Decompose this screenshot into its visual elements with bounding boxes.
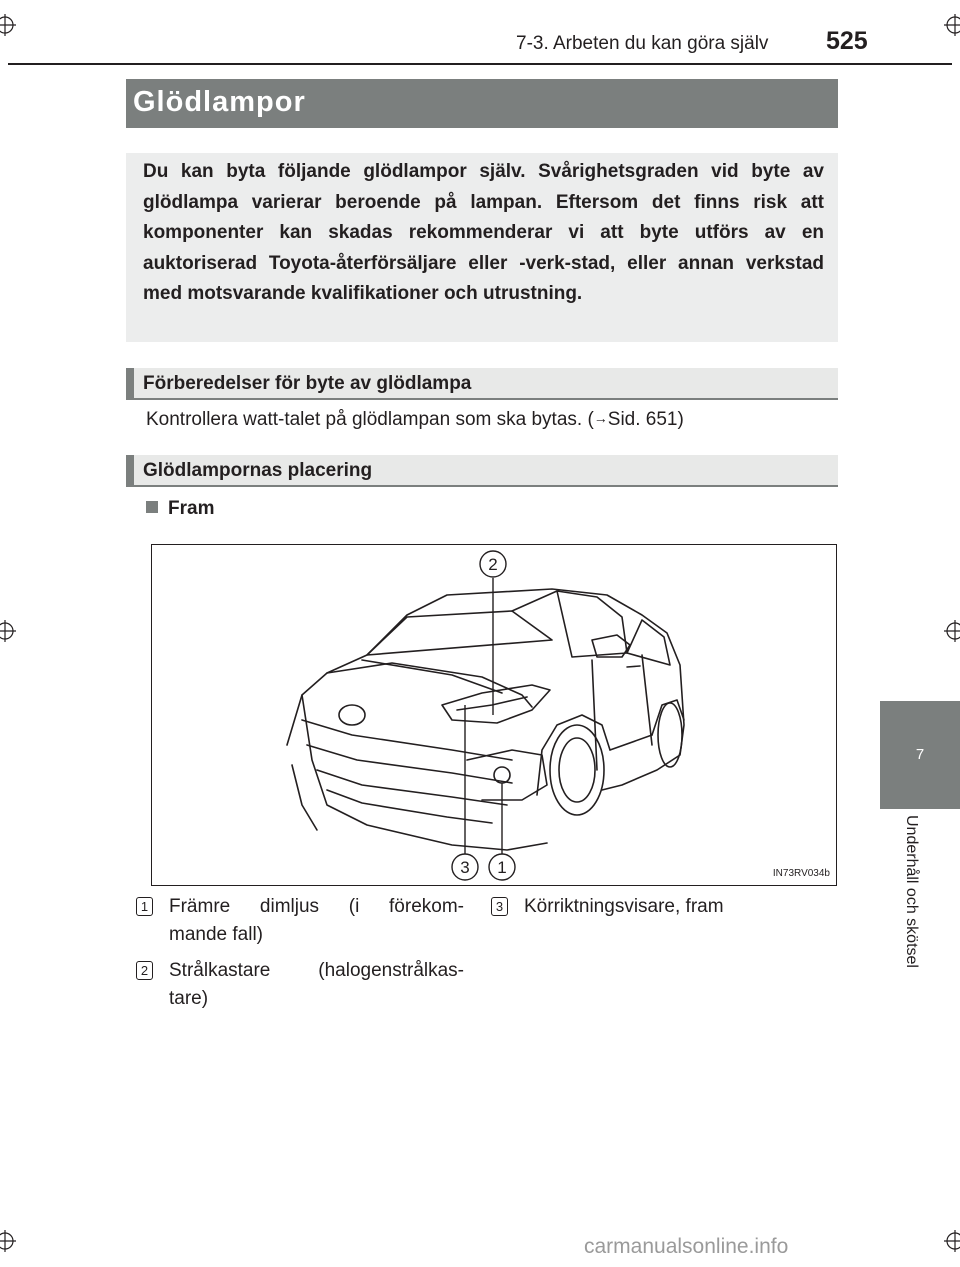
- caption-headlight: [169, 957, 464, 1013]
- page-reference[interactable]: Sid. 651): [607, 409, 684, 430]
- chapter-tab[interactable]: 7: [880, 701, 960, 809]
- caption-line: Främre dimljus (i förekom-: [169, 896, 464, 917]
- crop-mark: [944, 1230, 960, 1252]
- figure-code: IN73RV034b: [772, 868, 830, 879]
- caption-number: 3: [491, 897, 508, 916]
- watermark: carmanualsonline.info: [584, 1235, 789, 1258]
- caption-number: 1: [136, 897, 153, 916]
- caption-turn-signal: [524, 893, 824, 921]
- instruction-text: Kontrollera watt-talet på glödlampan som ska bytas. (: [146, 409, 594, 430]
- page-number: 525: [826, 27, 868, 55]
- header-rule: [8, 63, 952, 65]
- crop-mark: [0, 14, 16, 36]
- crop-mark: [944, 14, 960, 36]
- crop-mark: [0, 620, 16, 642]
- chapter-label: [900, 815, 920, 1015]
- caption-line: mande fall): [169, 924, 263, 945]
- callout-1: 1: [497, 858, 507, 877]
- bullet-square-icon: [146, 501, 158, 513]
- bullet-front: [146, 498, 214, 520]
- caption-line: Strålkastare (halogenstrålkas-: [169, 960, 464, 981]
- caption-fog-light: [169, 893, 464, 949]
- car-illustration: [152, 545, 836, 885]
- arrow-icon: →: [593, 410, 608, 426]
- caption-number: 2: [136, 961, 153, 980]
- section-heading-placement: Glödlampornas placering: [126, 455, 838, 487]
- wattage-instruction: [146, 409, 684, 431]
- caption-line: Körriktningsvisare, fram: [524, 896, 724, 917]
- bullet-label: Fram: [168, 498, 215, 519]
- callout-2: 2: [488, 555, 498, 574]
- section-heading-preparations: Förberedelser för byte av glödlampa: [126, 368, 838, 400]
- crop-mark: [944, 620, 960, 642]
- chapter-label-text: Underhåll och skötsel: [903, 815, 920, 968]
- car-figure: [151, 544, 837, 886]
- page-title: Glödlampor: [126, 79, 838, 128]
- crop-mark: [0, 1230, 16, 1252]
- intro-box: Du kan byta följande glödlampor själv. Svårighetsgraden vid byte av glödlampa varierar beroende på lampan. Eftersom det finns risk att komponenter kan skadas rekommenderar vi att byte utförs av en auktoriserad Toyota-återförsäljare eller -verk-stad, eller annan verkstad med motsvarande kvalifikationer och utrustning.: [126, 153, 838, 342]
- caption-line: tare): [169, 988, 209, 1009]
- section-header: 7-3. Arbeten du kan göra själv: [516, 33, 769, 54]
- callout-3: 3: [460, 858, 470, 877]
